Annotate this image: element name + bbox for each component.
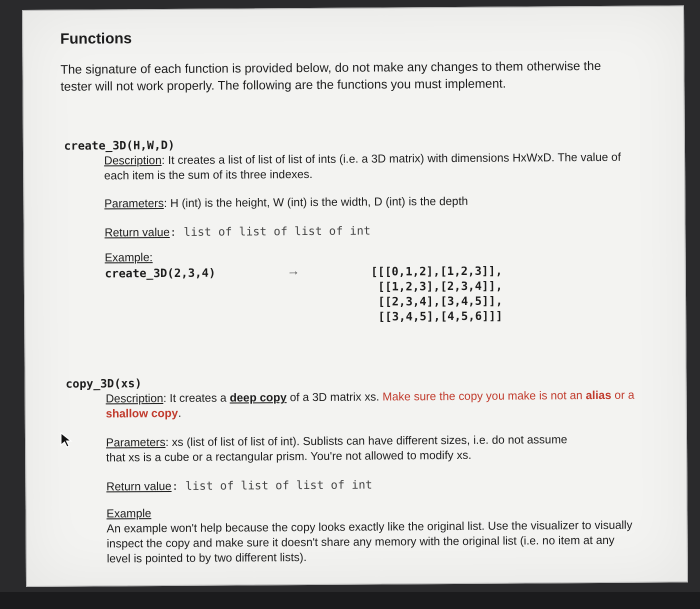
return-text: : list of list of list of int: [169, 223, 371, 239]
copy3d-signature: copy_3D(xs): [65, 376, 142, 391]
create3d-return: [105, 224, 371, 242]
create3d-example-label: Example:: [104, 252, 153, 265]
create3d-signature: create_3D(H,W,D): [63, 137, 175, 153]
alias-emphasis: alias: [585, 389, 612, 403]
parameters-text: : xs (list of list of list of int). Sublists can have different sizes, i.e. do not assume: [165, 434, 568, 450]
return-label: Return value: [106, 480, 172, 494]
return-text: : list of list of list of int: [171, 477, 373, 493]
copy3d-parameters-line2: that xs is a cube or a rectangular prism. You're not allowed to modify xs.: [106, 449, 472, 465]
return-label: Return value: [104, 226, 170, 240]
description-text: : It creates a list of list of list of ints (i.e. a 3D matrix) with dimensions HxWxD. The value of: [161, 151, 621, 168]
description-text-mid: of a 3D matrix xs.: [286, 391, 383, 405]
intro-line-2: tester will not work properly. The following are the functions you must implement.: [60, 76, 507, 94]
description-label: Description: [104, 155, 162, 168]
warning-text: Make sure the copy you make is not an: [382, 390, 586, 404]
create3d-parameters: [104, 195, 468, 213]
copy3d-description: [106, 389, 635, 408]
document-page: [22, 5, 688, 587]
parameters-label: Parameters: [105, 437, 166, 450]
screen-bottom-edge: [0, 592, 700, 609]
description-text: : It creates a: [163, 392, 230, 406]
matrix-row: [[2,3,4],[3,4,5]],: [370, 293, 503, 309]
parameters-text: : H (int) is the height, W (int) is the width, D (int) is the depth: [163, 195, 469, 211]
copy3d-return: [106, 478, 372, 496]
create3d-description-line2: each item is the sum of its three indexes.: [104, 168, 313, 183]
copy3d-example-line2: inspect the copy and make sure it doesn't share any memory with the original list (i.e. no item at any: [106, 534, 615, 551]
description-label: Description: [105, 393, 164, 406]
matrix-row: [[3,4,5],[4,5,6]]]: [371, 308, 503, 324]
period: .: [178, 407, 182, 420]
arrow-icon: →: [286, 263, 300, 279]
copy3d-description-line2: [106, 407, 182, 423]
copy3d-example-line1: An example won't help because the copy looks exactly like the original list. Use the visualizer to visually: [106, 519, 633, 536]
copy3d-parameters: [106, 433, 567, 451]
deep-copy-emphasis: deep copy: [229, 392, 287, 405]
shallow-copy-emphasis: shallow copy: [105, 407, 179, 421]
copy3d-example-line3: level is pointed to by two different lists).: [106, 552, 307, 566]
copy3d-example-label: Example: [106, 508, 152, 521]
create3d-example-output: [371, 264, 503, 325]
matrix-row: [[1,2,3],[2,3,4]],: [370, 278, 503, 294]
create3d-example-call: create_3D(2,3,4): [104, 265, 216, 281]
parameters-label: Parameters: [104, 198, 164, 211]
matrix-row: [[[0,1,2],[1,2,3]],: [370, 263, 503, 279]
intro-line-1: The signature of each function is provided below, do not make any changes to them otherwise the: [60, 58, 602, 77]
section-title: Functions: [60, 30, 132, 48]
mouse-cursor-icon: [60, 432, 74, 453]
create3d-description: [104, 151, 621, 170]
warning-text-end: or a: [611, 389, 635, 402]
